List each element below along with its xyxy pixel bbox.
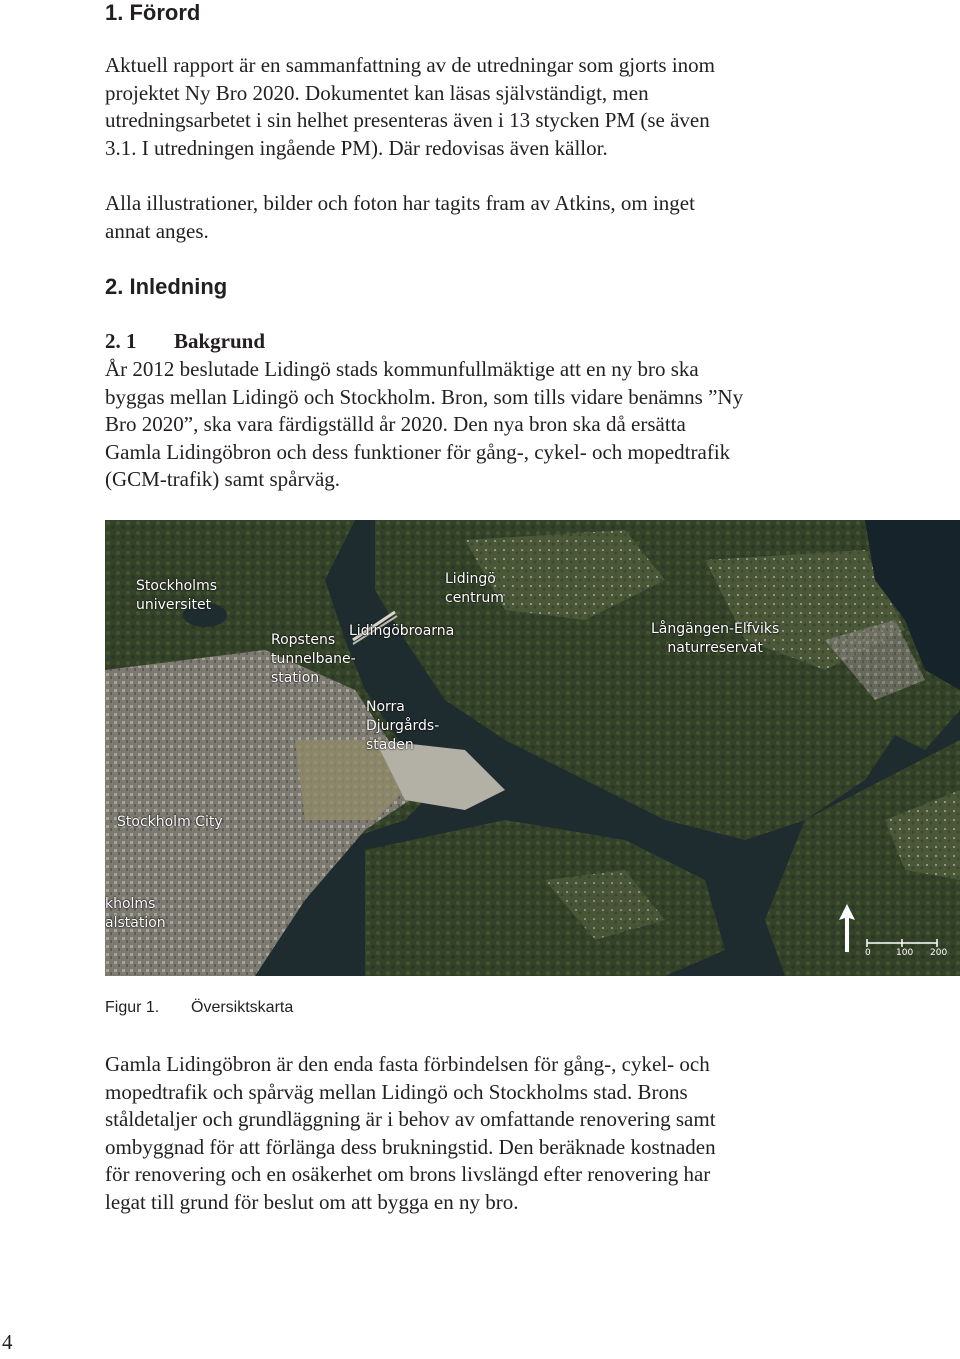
scale-bar (865, 938, 945, 948)
subsection-title: Bakgrund (174, 329, 266, 353)
label-langangen-elfvik: Långängen-Elfviks naturreservat (651, 621, 780, 656)
scale-label-100: 100 (896, 948, 914, 958)
section-heading-forord: 1. Förord (105, 0, 201, 25)
forord-paragraph-1: Aktuell rapport är en sammanfattning av de utredningar som gjorts inom projektet Ny Bro 2020. Dokumentet kan läsas självständigt, men utredningsarbetet i sin helhet presenteras även i 13 stycken PM (se även 3.1. I utredningen ingående PM). Där redovisas även källor. (105, 53, 716, 160)
closing-paragraph: Gamla Lidingöbron är den enda fasta förbindelsen för gång-, cykel- och mopedtrafik och spårväg mellan Lidingö och Stockholms stad. Brons ståldetaljer och grundläggning är i behov av omfattande renovering samt ombyggnad för att förlänga dess brukningstid. Den beräknade kostnaden för renovering och en osäkerhet om brons livslängd efter renovering har legat till grund för beslut om att bygga en ny bro. (105, 1052, 716, 1214)
subsection-heading-bakgrund (105, 329, 265, 354)
label-stockholms-universitet: Stockholms universitet (136, 578, 218, 613)
section-heading-inledning: 2. Inledning (105, 274, 228, 299)
forord-paragraph-2: Alla illustrationer, bilder och foton har tagits fram av Atkins, om inget annat anges. (105, 191, 695, 243)
scale-label-200: 200 (930, 948, 948, 958)
scale-label-0: 0 (865, 948, 871, 958)
aerial-photo (105, 520, 960, 976)
label-stockholm-city: Stockholm City (117, 814, 223, 830)
subsection-number: 2. 1 (105, 329, 137, 353)
label-lidingobroarna: Lidingöbroarna (349, 623, 455, 639)
label-norra-djurgardsstaden: Norra Djurgårds- staden (366, 699, 440, 753)
label-ropstens: Ropstens tunnelbane- station (271, 632, 356, 686)
label-centralstation: kholms alstation (105, 896, 166, 931)
page-number: 4 (2, 1330, 13, 1354)
label-lidingo-centrum: Lidingö centrum (445, 571, 504, 606)
north-arrow-icon (837, 904, 857, 952)
figure-title: Översiktskarta (191, 999, 294, 1016)
bakgrund-paragraph: År 2012 beslutade Lidingö stads kommunfullmäktige att en ny bro ska byggas mellan Lidingö och Stockholm. Bron, som tills vidare benämns ”Ny Bro 2020”, ska vara färdigställd år 2020. Den nya bron ska då ersätta Gamla Lidingöbron och dess funktioner för gång-, cykel- och mopedtrafik (GCM-trafik) samt spårväg. (105, 357, 744, 491)
overview-map (105, 520, 960, 976)
figure-label: Figur 1. (105, 999, 160, 1016)
